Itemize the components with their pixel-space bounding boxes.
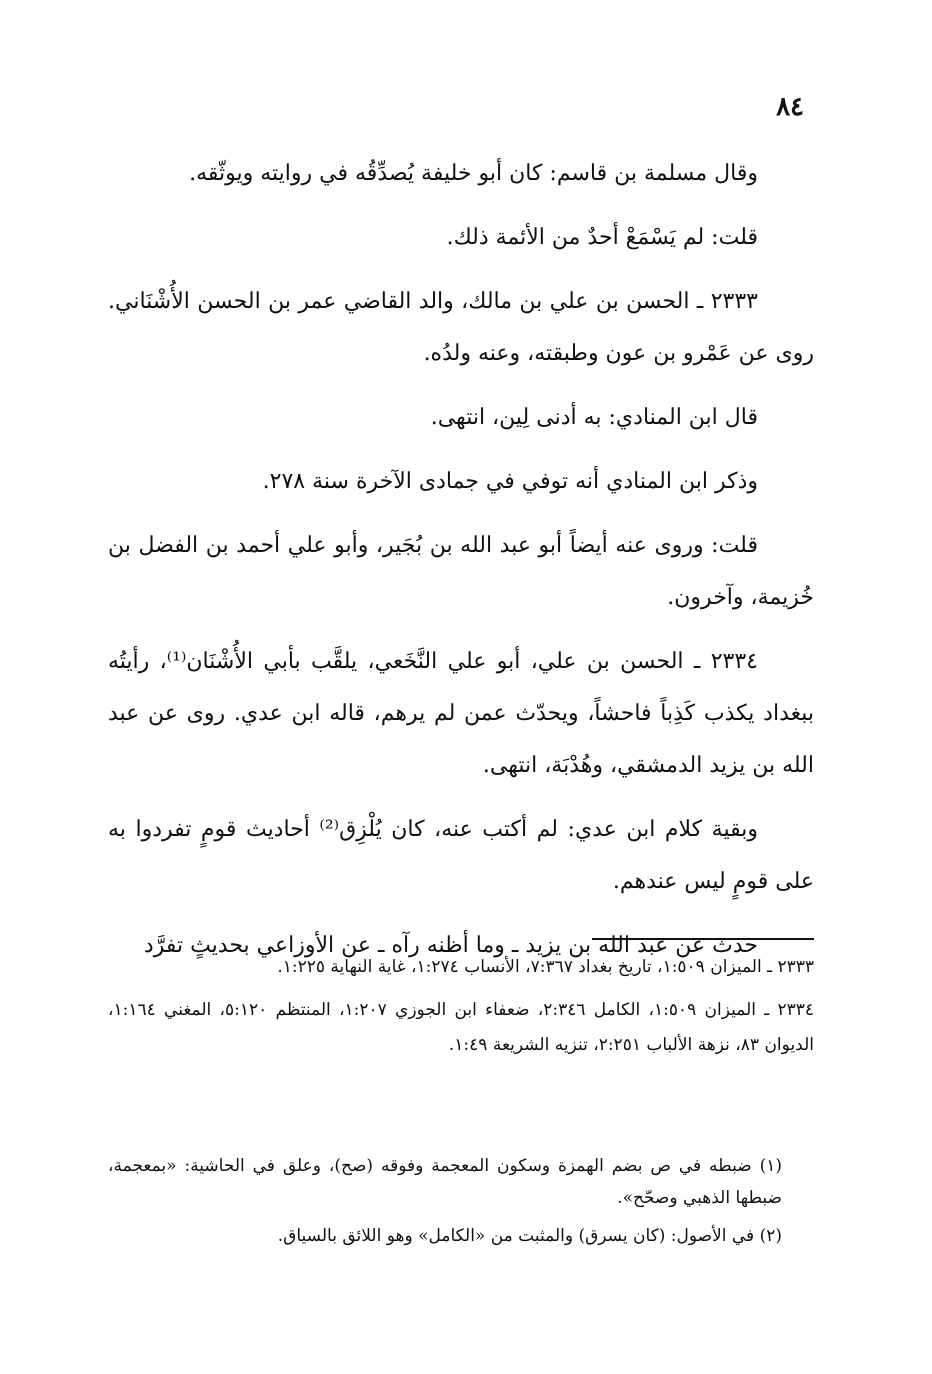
- entry-2334: ٢٣٣٤ ـ الحسن بن علي، أبو علي النَّخَعي، يلقَّب بأبي الأُشْنَان⁽¹⁾، رأيتُه ببغداد يكذب كَذِباً فاحشاً، ويحدّث عمن لم يرهم، قاله ابن عدي. روى عن عبد الله بن يزيد الدمشقي، وهُدْبَة، انتهى.: [108, 649, 814, 778]
- source-references: [108, 950, 814, 1071]
- paragraph-continuation: حدث عن عبد الله بن يزيد ـ وما أظنه رآه ـ عن الأوزاعي بحديثٍ تفرَّد: [143, 933, 758, 958]
- footnote-2: (٢) في الأصول: (كان يسرق) والمثبت من «الكامل» وهو اللائق بالسياق.: [277, 1226, 782, 1246]
- footnotes: [108, 1150, 782, 1258]
- reference-2334: ٢٣٣٤ ـ الميزان ١:٥٠٩، الكامل ٢:٣٤٦، ضعفاء ابن الجوزي ١:٢٠٧، المنتظم ٥:١٢٠، المغني ١:١٦٤، الديوان ٨٣، نزهة الألباب ٢:٢٥١، تنزيه الشريعة ١:٤٩.: [108, 1000, 814, 1055]
- paragraph-ibn-almunadi: قال ابن المنادي: به أدنى لِين، انتهى.: [430, 405, 758, 430]
- paragraph-death-date: وذكر ابن المنادي أنه توفي في جمادى الآخرة سنة ٢٧٨.: [262, 469, 758, 494]
- paragraph-ibn-adi-rest: وبقية كلام ابن عدي: لم أكتب عنه، كان يُلْزِق⁽²⁾ أحاديث قومٍ تفردوا به على قومٍ ليس عندهم.: [108, 817, 814, 894]
- paragraph-author-comment: قلت: لم يَسْمَعْ أحدٌ من الأئمة ذلك.: [446, 225, 758, 250]
- entry-2333: ٢٣٣٣ ـ الحسن بن علي بن مالك، والد القاضي عمر بن الحسن الأُشْنَاني. روى عن عَمْرو بن عون وطبقته، وعنه ولدُه.: [108, 289, 814, 366]
- page-number: ٨٤: [776, 92, 804, 122]
- reference-2333: ٢٣٣٣ ـ الميزان ١:٥٠٩، تاريخ بغداد ٧:٣٦٧، الأنساب ١:٢٧٤، غاية النهاية ١:٢٢٥.: [277, 957, 814, 977]
- paragraph-maslama-quote: وقال مسلمة بن قاسم: كان أبو خليفة يُصدِّقُه في روايته ويوثّقه.: [189, 161, 758, 186]
- footnote-separator: [592, 938, 814, 940]
- paragraph-other-narrators: قلت: وروى عنه أيضاً أبو عبد الله بن بُجَير، وأبو علي أحمد بن الفضل بن خُزيمة، وآخرون.: [108, 533, 814, 610]
- main-text: [108, 148, 814, 984]
- footnote-1: (١) ضبطه في ص بضم الهمزة وسكون المعجمة وفوقه (صح)، وعلق في الحاشية: «بمعجمة، ضبطها الذهبي وصحّح».: [108, 1156, 782, 1208]
